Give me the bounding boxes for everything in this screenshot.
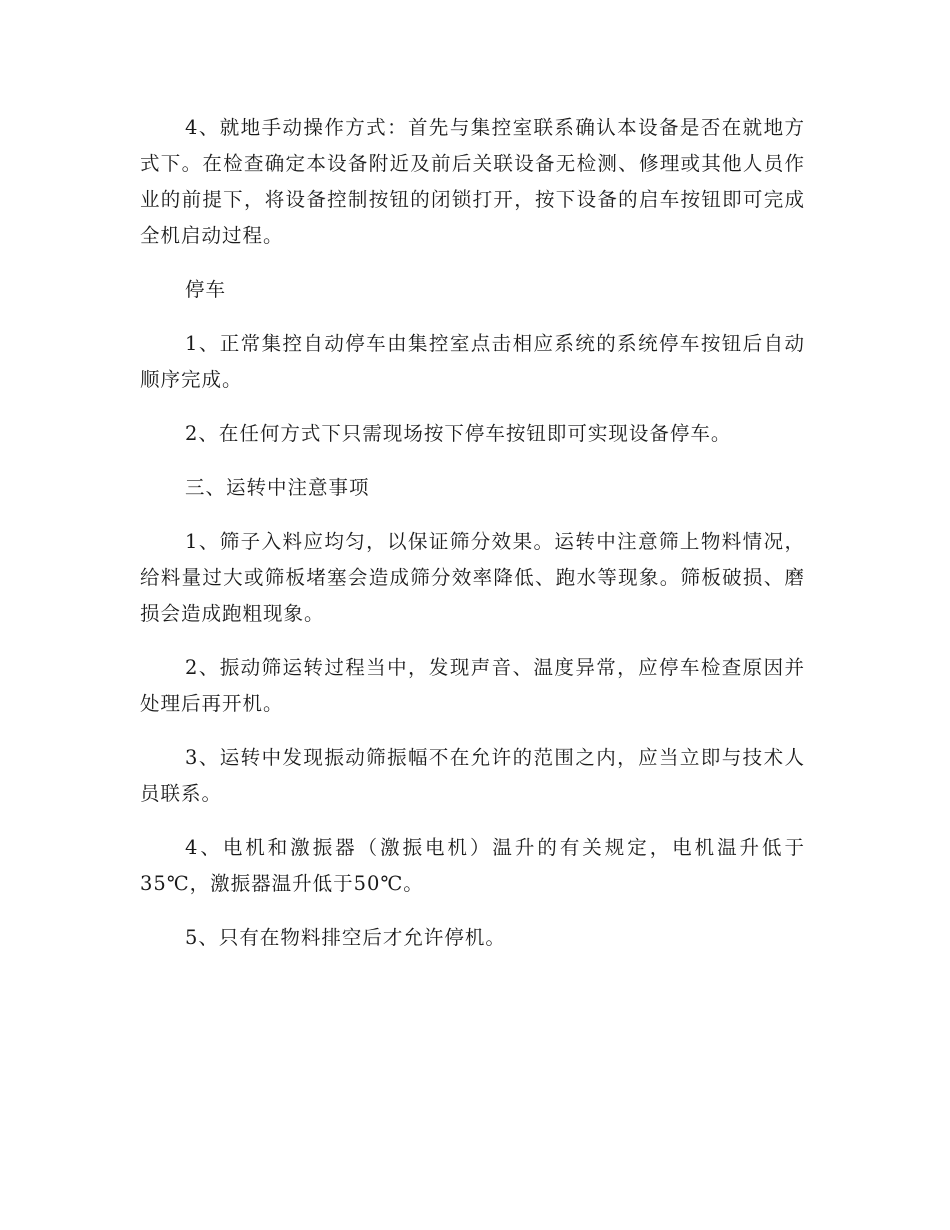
paragraph-local-manual-operation: 4、就地手动操作方式：首先与集控室联系确认本设备是否在就地方式下。在检查确定本设备附近及前后关联设备无检测、修理或其他人员作业的前提下，将设备控制按钮的闭锁打开，按下设备的启车按钮即可完成全机启动过程。 xyxy=(140,116,805,247)
paragraph-auto-stop: 1、正常集控自动停车由集控室点击相应系统的系统停车按钮后自动顺序完成。 xyxy=(140,332,805,391)
paragraph-note-temperature: 4、电机和激振器（激振电机）温升的有关规定，电机温升低于35℃，激振器温升低于50℃。 xyxy=(140,836,805,895)
paragraph-note-shutdown: 5、只有在物料排空后才允许停机。 xyxy=(185,926,506,949)
paragraph-note-feeding: 1、筛子入料应均匀，以保证筛分效果。运转中注意筛上物料情况，给料量过大或筛板堵塞会造成筛分效率降低、跑水等现象。筛板破损、磨损会造成跑粗现象。 xyxy=(140,530,805,625)
document-body xyxy=(140,110,805,974)
paragraph-note-amplitude: 3、运转中发现振动筛振幅不在允许的范围之内，应当立即与技术人员联系。 xyxy=(140,746,805,805)
paragraph-manual-stop: 2、在任何方式下只需现场按下停车按钮即可实现设备停车。 xyxy=(185,422,732,445)
paragraph-note-abnormal: 2、振动筛运转过程当中，发现声音、温度异常，应停车检查原因并处理后再开机。 xyxy=(140,656,805,715)
heading-operation-notes: 三、运转中注意事项 xyxy=(185,476,370,499)
heading-stop: 停车 xyxy=(185,278,227,301)
